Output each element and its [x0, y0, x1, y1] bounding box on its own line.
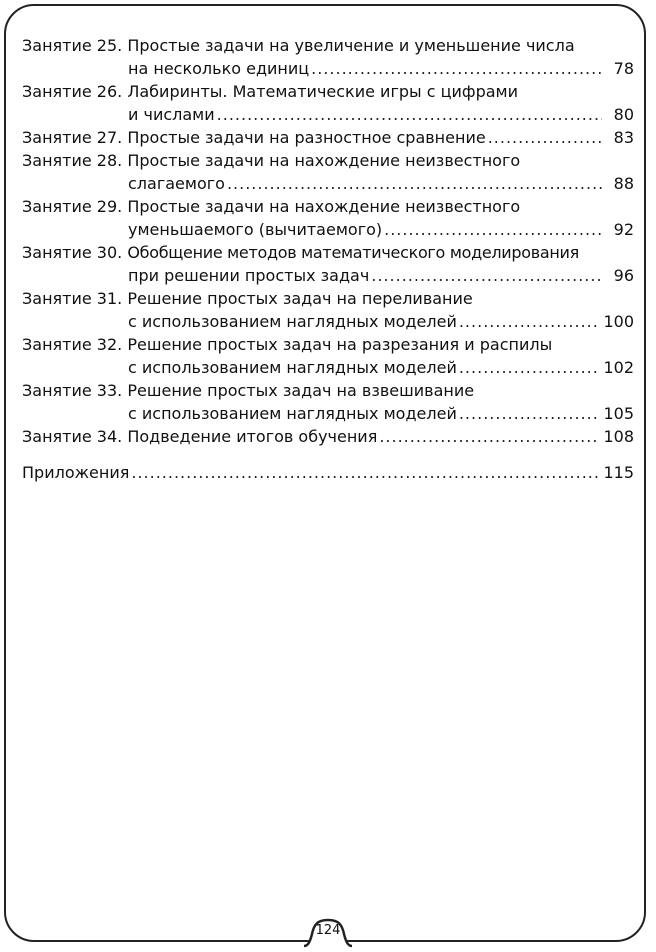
toc-entry-title: Решение простых задач на переливание: [127, 289, 473, 308]
toc-entry-31[interactable]: [22, 287, 634, 333]
dot-leader: [131, 461, 599, 484]
toc-entry-title: Решение простых задач на взвешивание: [127, 381, 475, 400]
toc-entry-29[interactable]: [22, 195, 634, 241]
toc-entry-title-cont: слагаемого: [128, 174, 225, 193]
dot-leader: [459, 402, 600, 425]
toc-appendix-label: Приложения: [22, 463, 130, 482]
toc-page-number: 105: [603, 404, 634, 423]
toc-page-number: 83: [613, 128, 634, 147]
toc-entry-label: Занятие 30.: [22, 243, 123, 262]
toc-entry-title: Простые задачи на увеличение и уменьшение числа: [127, 36, 575, 55]
dot-leader: [384, 218, 602, 241]
page-number: 124: [315, 923, 341, 938]
toc-page-number: 92: [613, 220, 634, 239]
toc-entry-26[interactable]: [22, 80, 634, 126]
toc-page-number: 88: [613, 174, 634, 193]
toc-entry-30[interactable]: [22, 241, 634, 287]
toc-entry-label: Занятие 31.: [22, 289, 123, 308]
toc-entry-title: Решение простых задач на разрезания и распилы: [127, 335, 553, 354]
toc-entry-label: Занятие 29.: [22, 197, 123, 216]
toc-entry-title-cont: с использованием наглядных моделей: [128, 312, 457, 331]
toc-page-number: 80: [613, 105, 634, 124]
toc-page-number: 102: [603, 358, 634, 377]
toc-entry-label: Занятие 27.: [22, 128, 123, 147]
toc-entry-title: Обобщение методов математического моделирования: [127, 243, 579, 262]
toc-entry-label: Занятие 34.: [22, 427, 123, 446]
toc-entry-title: Простые задачи на нахождение неизвестного: [127, 151, 521, 170]
toc-page-number: 78: [613, 59, 634, 78]
dot-leader: [459, 356, 600, 379]
toc-entry-title-cont: и числами: [128, 105, 215, 124]
toc-entry-title-cont: при решении простых задач: [128, 266, 370, 285]
toc-entry-label: Занятие 33.: [22, 381, 123, 400]
toc-entry-33[interactable]: [22, 379, 634, 425]
toc-entry-title-cont: уменьшаемого (вычитаемого): [128, 220, 383, 239]
toc-entry-title-cont: с использованием наглядных моделей: [128, 358, 457, 377]
toc-entry-title: Простые задачи на разностное сравнение: [127, 128, 486, 147]
toc-entry-label: Занятие 26.: [22, 82, 123, 101]
page-folio: [302, 914, 354, 948]
dot-leader: [379, 425, 599, 448]
toc-entry-title: Простые задачи на нахождение неизвестного: [127, 197, 521, 216]
dot-leader: [488, 126, 602, 149]
toc-page-number: 100: [603, 312, 634, 331]
toc-page-number: 96: [613, 266, 634, 285]
dot-leader: [459, 310, 600, 333]
table-of-contents: [22, 34, 634, 484]
toc-entry-label: Занятие 28.: [22, 151, 123, 170]
toc-entry-title-cont: на несколько единиц: [128, 59, 310, 78]
dot-leader: [217, 103, 602, 126]
toc-entry-title: Лабиринты. Математические игры с цифрами: [127, 82, 518, 101]
toc-entry-34[interactable]: [22, 425, 634, 448]
toc-entry-25[interactable]: [22, 34, 634, 80]
toc-entry-title: Подведение итогов обучения: [127, 427, 378, 446]
toc-entry-label: Занятие 32.: [22, 335, 123, 354]
toc-entry-27[interactable]: [22, 126, 634, 149]
toc-entry-title-cont: с использованием наглядных моделей: [128, 404, 457, 423]
toc-entry-label: Занятие 25.: [22, 36, 123, 55]
toc-page-number: 108: [603, 427, 634, 446]
toc-entry-28[interactable]: [22, 149, 634, 195]
toc-page-number: 115: [603, 463, 634, 482]
dot-leader: [311, 57, 602, 80]
toc-entry-appendix[interactable]: [22, 461, 634, 484]
dot-leader: [227, 172, 602, 195]
toc-entry-32[interactable]: [22, 333, 634, 379]
dot-leader: [371, 264, 602, 287]
